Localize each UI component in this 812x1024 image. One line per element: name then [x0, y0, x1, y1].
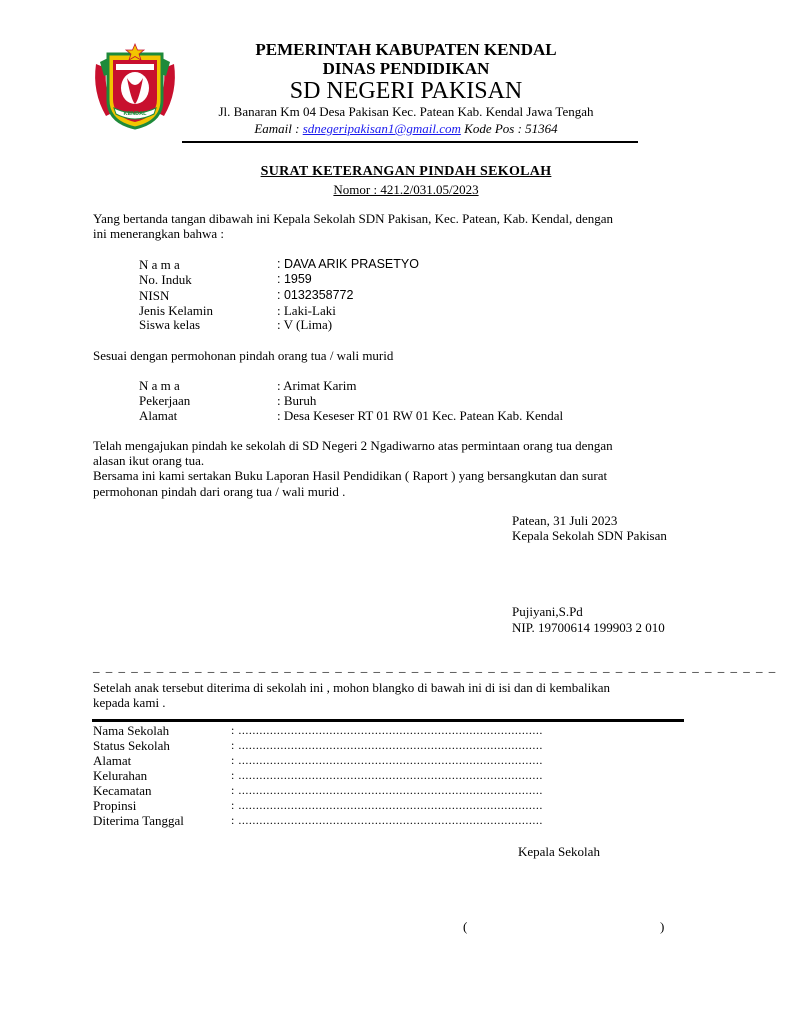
parent-job-value: : Buruh [277, 393, 317, 408]
email-link[interactable]: sdnegeripakisan1@gmail.com [302, 121, 461, 136]
form-school-status-label: Status Sekolah [93, 738, 170, 753]
student-class-label: Siswa kelas [139, 317, 201, 332]
form-province-field[interactable]: : ....................................................................................... [231, 798, 543, 812]
parent-address-value: : Desa Keseser RT 01 RW 01 Kec. Patean Kab. Kendal [277, 408, 564, 423]
receiver-paren-close: ) [660, 919, 665, 934]
student-gender-value: : Laki-Laki [277, 303, 336, 318]
intro-line-1: Yang bertanda tangan dibawah ini Kepala Sekolah SDN Pakisan, Kec. Patean, Kab. Kendal, dengan [93, 211, 613, 226]
letter-title: SURAT KETERANGAN PINDAH SEKOLAH [260, 164, 552, 179]
header-divider [182, 141, 638, 143]
form-village-label: Kelurahan [93, 768, 148, 783]
student-nisn-label: NISN [139, 288, 170, 303]
body-line-2: alasan ikut orang tua. [93, 453, 205, 468]
svg-text:KENDAL: KENDAL [123, 111, 147, 117]
student-induk-label: No. Induk [139, 272, 192, 287]
sign-name: Pujiyani,S.Pd [512, 604, 583, 619]
body-line-4: permohonan pindah dari orang tua / wali murid . [93, 484, 346, 499]
student-nisn-value: : 0132358772 [277, 288, 354, 302]
form-received-date-field[interactable]: : ....................................................................................... [231, 813, 543, 827]
form-district-label: Kecamatan [93, 783, 152, 798]
form-address-label: Alamat [93, 753, 132, 768]
parent-address-label: Alamat [139, 408, 178, 423]
form-school-name-label: Nama Sekolah [93, 723, 170, 738]
form-divider [92, 719, 684, 722]
student-name-label: N a m a [139, 257, 180, 272]
intro-line-2: ini menerangkan bahwa : [93, 226, 225, 241]
form-address-field[interactable]: : ....................................................................................... [231, 753, 543, 767]
student-class-value: : V (Lima) [277, 317, 333, 332]
sign-nip: NIP. 19700614 199903 2 010 [512, 620, 665, 635]
header-contact [0, 121, 812, 137]
return-line-2: kepada kami . [93, 695, 166, 710]
student-induk-value: : 1959 [277, 272, 312, 286]
header-school-name: SD NEGERI PAKISAN [289, 78, 523, 104]
postcode: Kode Pos : 51364 [464, 121, 558, 136]
return-line-1: Setelah anak tersebut diterima di sekolah ini , mohon blangko di bawah ini di isi dan di kembalikan [93, 680, 610, 695]
header-government: PEMERINTAH KABUPATEN KENDAL [255, 40, 557, 59]
parent-name-label: N a m a [139, 378, 180, 393]
form-school-status-field[interactable]: : ....................................................................................... [231, 738, 543, 752]
student-gender-label: Jenis Kelamin [139, 303, 214, 318]
parent-intro: Sesuai dengan permohonan pindah orang tua / wali murid [93, 348, 394, 363]
form-province-label: Propinsi [93, 798, 137, 813]
parent-job-label: Pekerjaan [139, 393, 191, 408]
body-line-1: Telah mengajukan pindah ke sekolah di SD Negeri 2 Ngadiwarno atas permintaan orang tua dengan [93, 438, 613, 453]
form-village-field[interactable]: : ....................................................................................... [231, 768, 543, 782]
receiver-position: Kepala Sekolah [518, 844, 600, 859]
form-received-date-label: Diterima Tanggal [93, 813, 184, 828]
parent-name-value: : Arimat Karim [277, 378, 357, 393]
sign-place-date: Patean, 31 Juli 2023 [512, 513, 618, 528]
letter-number: Nomor : 421.2/031.05/2023 [333, 182, 479, 197]
student-name-value: : DAVA ARIK PRASETYO [277, 257, 419, 271]
cut-line: _ _ _ _ _ _ _ _ _ _ _ _ _ _ _ _ _ _ _ _ _ _ _ _ _ _ _ _ _ _ _ _ _ _ _ _ _ _ _ _ _ _ _ _ _ _ _ _ _ _ _ _ _ _ [93, 659, 777, 674]
email-label: Eamail : [254, 121, 300, 136]
body-line-3: Bersama ini kami sertakan Buku Laporan Hasil Pendidikan ( Raport ) yang bersangkutan dan surat [93, 468, 608, 483]
receiver-paren-open: ( [463, 919, 468, 934]
sign-position: Kepala Sekolah SDN Pakisan [512, 528, 667, 543]
header-address: Jl. Banaran Km 04 Desa Pakisan Kec. Patean Kab. Kendal Jawa Tengah [218, 104, 594, 119]
form-district-field[interactable]: : ....................................................................................... [231, 783, 543, 797]
header-department: DINAS PENDIDIKAN [322, 59, 490, 78]
form-school-name-field[interactable]: : ....................................................................................... [231, 723, 543, 737]
